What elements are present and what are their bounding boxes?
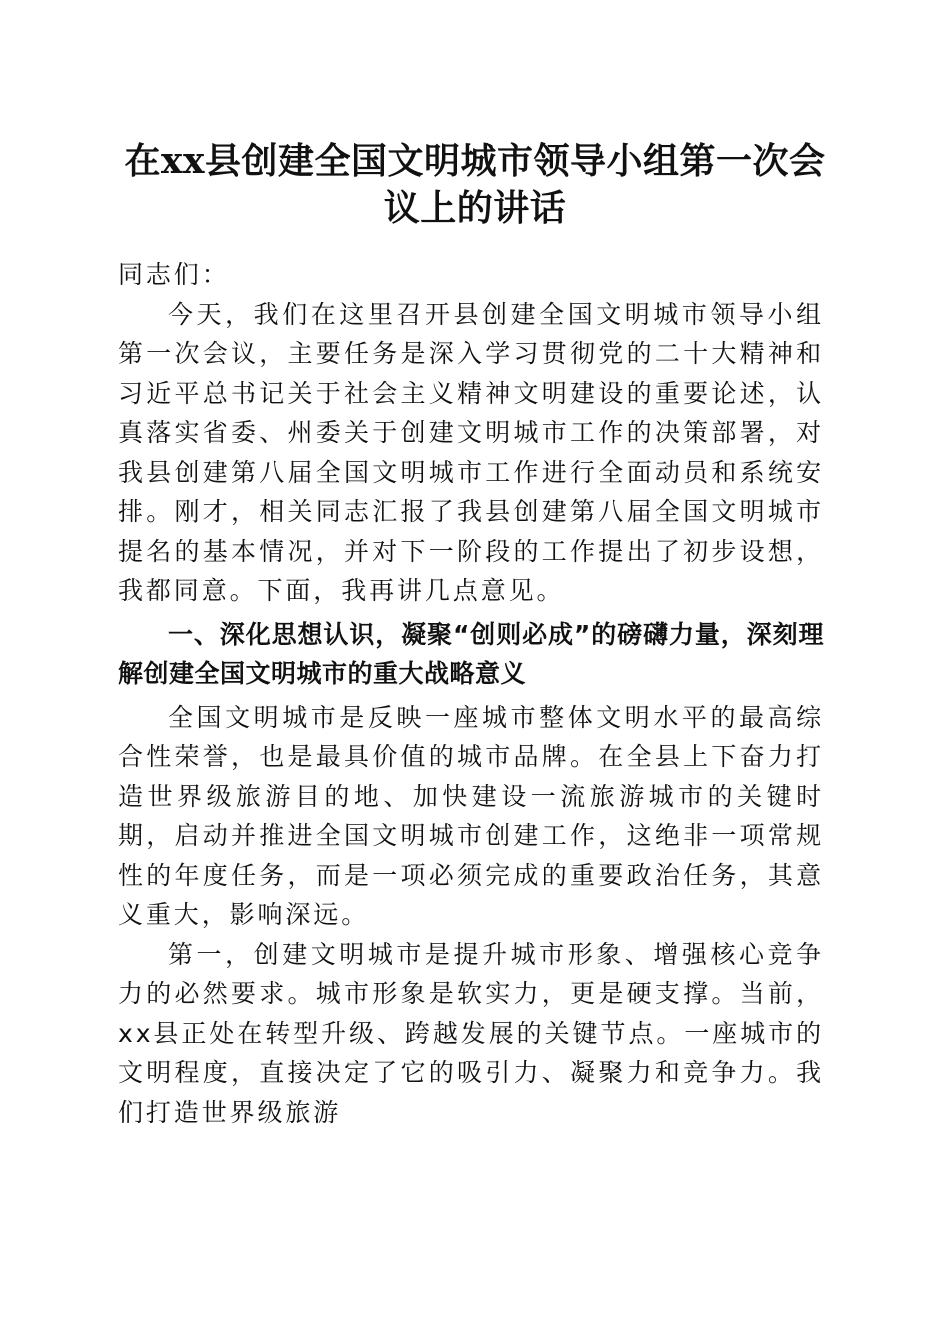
intro-paragraph: 今天，我们在这里召开县创建全国文明城市领导小组第一次会议，主要任务是深入学习贯彻党的二十大精神和习近平总书记关于社会主义精神文明建设的重要论述，认真落实省委、州委关于创建文明城市工作的决策部署，对我县创建第八届全国文明城市工作进行全面动员和系统安排。刚才，相关同志汇报了我县创建第八届全国文明城市提名的基本情况，并对下一阶段的工作提出了初步设想，我都同意。下面，我再讲几点意见。 bbox=[118, 299, 824, 605]
document-body bbox=[118, 255, 824, 1132]
title-line-2: 议上的讲话 bbox=[383, 187, 567, 229]
point-1-body: 城市形象是软实力，更是硬支撑。当前，xx县正处在转型升级、跨越发展的关键节点。一座城市的文明程度，直接决定了它的吸引力、凝聚力和竞争力。我们打造世界级旅游 bbox=[118, 979, 824, 1127]
document-title bbox=[118, 138, 832, 232]
point-1-lead: 第一，创建文明城市是提升城市形象、增强核心竞争力的必然要求。 bbox=[118, 939, 824, 1008]
section-1-paragraph: 全国文明城市是反映一座城市整体文明水平的最高综合性荣誉，也是最具价值的城市品牌。在全县上下奋力打造世界级旅游目的地、加快建设一流旅游城市的关键时期，启动并推进全国文明城市创建工作，这绝非一项常规性的年度任务，而是一项必须完成的重要政治任务，其意义重大，影响深远。 bbox=[118, 702, 824, 929]
section-heading-1: 一、深化思想认识，凝聚“创则必成”的磅礴力量，深刻理解创建全国文明城市的重大战略意义 bbox=[118, 619, 824, 688]
point-1-paragraph bbox=[118, 935, 824, 1133]
salutation: 同志们： bbox=[118, 260, 230, 289]
title-line-1: 在xx县创建全国文明城市领导小组第一次会 bbox=[124, 140, 826, 182]
